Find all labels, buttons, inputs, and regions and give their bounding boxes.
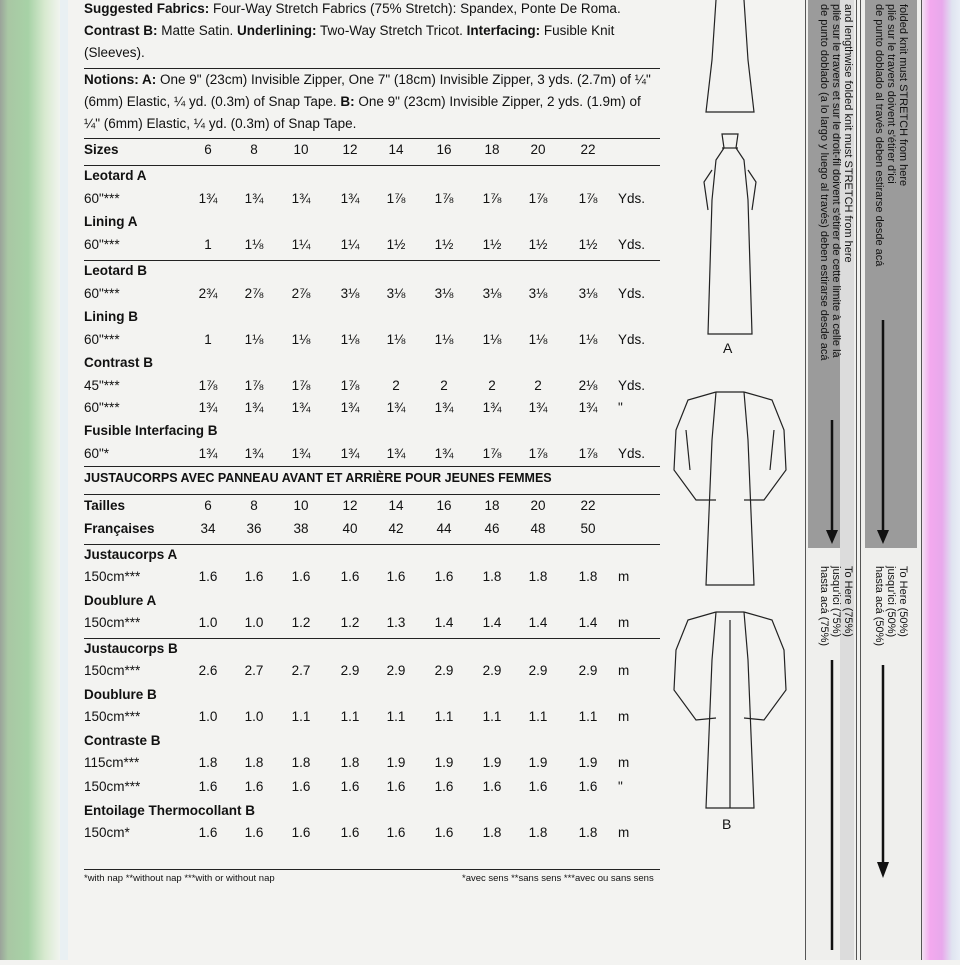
table-cell: 1.6 (386, 779, 406, 794)
stretch-50-to-here-3: hasta acá (50%) (873, 566, 885, 647)
us-section-title (84, 263, 674, 285)
table-cell: 1.9 (482, 755, 502, 770)
table-cell: 2.9 (578, 663, 598, 678)
table-cell: 2.9 (386, 663, 406, 678)
table-cell: 2 (534, 378, 542, 393)
table-cell: 1.8 (578, 569, 598, 584)
fr-section-title-label: Justaucorps B (84, 641, 178, 656)
table-cell: 2⅞ (291, 286, 311, 301)
table-cell: 1¾ (198, 446, 218, 461)
table-cell: 1.4 (578, 615, 598, 630)
fr-metric-row-label: 115cm*** (84, 755, 140, 770)
fr-metric-row (84, 755, 674, 777)
unit-label: Yds. (618, 191, 646, 206)
notions-a-text: One 9" (23cm) Invisible Zipper, One 7" (18cm) Invisible Zipper, 3 yds. (2.7m) of ¼" (6mm) Elastic, ¼ yd. (0.3m) of Snap Tape. (84, 72, 651, 109)
table-cell: 1½ (434, 237, 454, 252)
unit-label: m (618, 663, 630, 678)
table-cell: 1¾ (198, 191, 218, 206)
notions-b-label: B: (340, 94, 355, 109)
table-cell: 14 (388, 142, 404, 157)
table-cell: 1.6 (198, 825, 218, 840)
table-cell: 50 (580, 521, 596, 536)
table-cell: 6 (204, 142, 212, 157)
table-cell: 18 (484, 498, 500, 513)
tailles-header-row-label: Tailles (84, 498, 126, 513)
unit-label: m (618, 615, 630, 630)
us-yardage-row (84, 237, 674, 259)
table-cell: 2.9 (482, 663, 502, 678)
table-cell: 1⅞ (482, 446, 502, 461)
table-cell: 1¾ (291, 191, 311, 206)
scan-edge-left (0, 0, 60, 960)
table-cell: 12 (342, 142, 358, 157)
stretch-50-to-here-2: jusqu'ici (50%) (885, 566, 897, 638)
table-cell: 10 (293, 142, 309, 157)
suggested-fabrics-paragraph (84, 0, 660, 64)
rule-fr-header (84, 544, 660, 545)
table-cell: 2.9 (528, 663, 548, 678)
table-cell: 1⅛ (340, 332, 360, 347)
francaises-header-row-label: Françaises (84, 521, 155, 536)
table-cell: 1¼ (291, 237, 311, 252)
table-cell: 1.6 (482, 779, 502, 794)
table-cell: 1.6 (578, 779, 598, 794)
table-cell: 1.6 (198, 779, 218, 794)
unit-label: m (618, 755, 630, 770)
table-cell: 1½ (482, 237, 502, 252)
fr-metric-row (84, 779, 674, 801)
us-yardage-row (84, 400, 674, 422)
table-cell: 1.1 (386, 709, 406, 724)
table-cell: 20 (530, 498, 546, 513)
table-cell: 8 (250, 142, 258, 157)
table-cell: 1⅛ (578, 332, 598, 347)
stretch-75-line-3: de punto doblado (a lo largo y luego al través) deben estirarse desde acá (818, 4, 830, 361)
fr-section-title-label: Contraste B (84, 733, 161, 748)
fr-metric-row (84, 825, 674, 847)
table-cell: 18 (484, 142, 500, 157)
table-cell: 1.9 (434, 755, 454, 770)
table-cell: 16 (436, 142, 452, 157)
us-yardage-row-label: 60"*** (84, 286, 120, 301)
table-cell: 1.2 (340, 615, 360, 630)
sizes-header-row-label: Sizes (84, 142, 119, 157)
table-cell: 1.9 (528, 755, 548, 770)
fr-section-title-label: Justaucorps A (84, 547, 178, 562)
us-section-title (84, 214, 674, 236)
table-cell: 2.9 (434, 663, 454, 678)
table-cell: 1⅛ (291, 332, 311, 347)
notions-b-text: One 9" (23cm) Invisible Zipper, 2 yds. (1.9m) of ¼" (6mm) Elastic, ¼ yd. (0.3m) of Snap Tape. (84, 94, 641, 131)
table-cell: 2⅛ (578, 378, 598, 393)
table-cell: 14 (388, 498, 404, 513)
table-cell: 1⅞ (386, 191, 406, 206)
table-cell: 2.9 (340, 663, 360, 678)
table-cell: 1.6 (386, 569, 406, 584)
table-cell: 1.6 (244, 779, 264, 794)
table-cell: 1⅛ (244, 237, 264, 252)
table-cell: 1⅛ (482, 332, 502, 347)
stretch-75-line-1: and lengthwise folded knit must STRETCH from here (842, 4, 854, 263)
fr-section-title (84, 593, 674, 615)
table-cell: 1¾ (291, 400, 311, 415)
table-cell: 42 (388, 521, 404, 536)
us-yardage-row-label: 45"*** (84, 378, 120, 393)
table-cell: 1.8 (482, 825, 502, 840)
interfacing-label: Interfacing: (466, 23, 541, 38)
us-section-title (84, 168, 674, 190)
unit-label: m (618, 825, 630, 840)
table-cell: 44 (436, 521, 452, 536)
table-cell: 1⅞ (578, 446, 598, 461)
table-cell: 1.6 (434, 825, 454, 840)
table-cell: 1.6 (244, 569, 264, 584)
table-cell: 2.6 (198, 663, 218, 678)
contrast-b-text: Matte Satin. (157, 23, 238, 38)
table-cell: 1 (204, 332, 212, 347)
view-b-front-1 (706, 392, 754, 585)
garment-drawings (668, 0, 800, 960)
table-cell: 1.4 (482, 615, 502, 630)
table-cell: 1⅞ (198, 378, 218, 393)
table-cell: 1½ (386, 237, 406, 252)
fr-metric-row-label: 150cm*** (84, 779, 141, 794)
fr-metric-row-label: 150cm* (84, 825, 130, 840)
stretch-gauge-75 (805, 0, 857, 960)
fr-metric-row-label: 150cm*** (84, 709, 141, 724)
table-cell: 1⅛ (386, 332, 406, 347)
table-cell: 1.9 (386, 755, 406, 770)
table-cell: 1.8 (244, 755, 264, 770)
garment-illustrations (668, 0, 800, 960)
table-cell: 2 (488, 378, 496, 393)
us-yardage-row (84, 286, 674, 308)
us-yardage-row (84, 191, 674, 213)
table-cell: 1⅛ (244, 332, 264, 347)
stretch-gauge-50 (860, 0, 922, 960)
table-cell: 1.6 (434, 569, 454, 584)
underlining-label: Underlining: (237, 23, 317, 38)
table-cell: 22 (580, 498, 596, 513)
unit-label: m (618, 569, 630, 584)
french-section-heading: JUSTAUCORPS AVEC PANNEAU AVANT ET ARRIÈRE POUR JEUNES FEMMES (84, 471, 552, 485)
view-a-front (708, 134, 752, 334)
table-cell: 1.1 (482, 709, 502, 724)
underlining-text: Two-Way Stretch Tricot. (316, 23, 467, 38)
scan-edge-left-light (60, 0, 68, 960)
table-cell: 1.1 (528, 709, 548, 724)
table-cell: 1.8 (528, 569, 548, 584)
table-cell: 1.6 (340, 825, 360, 840)
suggested-fabrics-text: Four-Way Stretch Fabrics (75% Stretch): Spandex, Ponte De Roma. (209, 1, 621, 16)
us-section-title (84, 423, 674, 445)
fabric-notes (84, 0, 660, 64)
table-cell: 2 (392, 378, 400, 393)
table-cell: 1¾ (434, 400, 454, 415)
unit-label: Yds. (618, 332, 646, 347)
rule-us-bottom (84, 466, 660, 467)
us-section-title-label: Fusible Interfacing B (84, 423, 218, 438)
stretch-50-to-here-1: To Here (50%) (897, 566, 909, 637)
table-cell: 1⅛ (528, 332, 548, 347)
tailles-header-row (84, 498, 674, 520)
table-cell: 3⅛ (386, 286, 406, 301)
unit-label: " (618, 400, 623, 415)
table-cell: 1¾ (340, 191, 360, 206)
table-cell: 1⅞ (578, 191, 598, 206)
fr-section-title (84, 733, 674, 755)
fr-section-title (84, 687, 674, 709)
notions (84, 69, 660, 135)
table-cell: 1.4 (528, 615, 548, 630)
unit-label: Yds. (618, 378, 646, 393)
table-cell: 20 (530, 142, 546, 157)
table-cell: 40 (342, 521, 358, 536)
table-cell: 1.6 (291, 825, 311, 840)
table-cell: 3⅛ (528, 286, 548, 301)
view-a-label: A (723, 340, 733, 356)
stretch-75-to-here-2: jusqu'ici (75%) (830, 566, 842, 638)
us-section-title-label: Leotard B (84, 263, 148, 278)
table-cell: 1.0 (244, 709, 264, 724)
table-cell: 10 (293, 498, 309, 513)
table-cell: 1.8 (291, 755, 311, 770)
table-cell: 1.6 (244, 825, 264, 840)
rule-us-mid (84, 260, 660, 261)
fr-metric-row (84, 709, 674, 731)
notions-paragraph (84, 69, 660, 135)
table-cell: 1.8 (482, 569, 502, 584)
table-cell: 16 (436, 498, 452, 513)
table-cell: 1.0 (244, 615, 264, 630)
rule-us-top (84, 138, 660, 139)
footnote-english: *with nap **without nap ***with or without nap (84, 873, 275, 884)
fr-metric-row (84, 663, 674, 685)
table-cell: 8 (250, 498, 258, 513)
table-cell: 1¾ (340, 446, 360, 461)
table-cell: 1⅞ (482, 191, 502, 206)
table-cell: 1.6 (528, 779, 548, 794)
table-cell: 2⅞ (244, 286, 264, 301)
us-yardage-row (84, 332, 674, 354)
stretch-50-line-3: de punto doblado al través deben estirarse desde acá (873, 4, 885, 267)
rule-fr-bottom (84, 869, 660, 870)
unit-label: Yds. (618, 237, 646, 252)
us-section-title-label: Leotard A (84, 168, 147, 183)
table-cell: 1¾ (198, 400, 218, 415)
table-cell: 1¾ (578, 400, 598, 415)
rule-us-header (84, 165, 660, 166)
sizes-header-row (84, 142, 674, 164)
table-cell: 1.8 (528, 825, 548, 840)
table-cell: 3⅛ (340, 286, 360, 301)
table-cell: 2 (440, 378, 448, 393)
table-cell: 1⅛ (434, 332, 454, 347)
fr-section-title-label: Entoilage Thermocollant B (84, 803, 256, 818)
table-cell: 1.6 (340, 569, 360, 584)
table-cell: 1.6 (291, 779, 311, 794)
us-section-title-label: Contrast B (84, 355, 154, 370)
table-cell: 2.7 (291, 663, 311, 678)
table-cell: 1¾ (291, 446, 311, 461)
stretch-50-line-1: folded knit must STRETCH from here (897, 4, 909, 187)
table-cell: 48 (530, 521, 546, 536)
table-cell: 1.1 (578, 709, 598, 724)
unit-label: m (618, 709, 630, 724)
table-cell: 1⅞ (528, 191, 548, 206)
unit-label: " (618, 779, 623, 794)
fr-metric-row-label: 150cm*** (84, 569, 141, 584)
table-cell: 2¾ (198, 286, 218, 301)
table-cell: 1.0 (198, 615, 218, 630)
stretch-75-to-here-1: To Here (75%) (842, 566, 854, 637)
table-cell: 36 (246, 521, 262, 536)
table-cell: 1.6 (434, 779, 454, 794)
stretch-50-line-2: plié sur le travers doivent s'étirer d'ici (885, 4, 897, 184)
suggested-fabrics-label: Suggested Fabrics: (84, 1, 210, 16)
fr-section-title (84, 641, 674, 663)
table-cell: 1⅞ (291, 378, 311, 393)
us-yardage-row-label: 60"*** (84, 237, 120, 252)
table-cell: 1.8 (198, 755, 218, 770)
table-cell: 1.1 (291, 709, 311, 724)
view-top-partial (706, 0, 754, 112)
table-cell: 1.6 (340, 779, 360, 794)
table-cell: 1.6 (291, 569, 311, 584)
fr-metric-row-label: 150cm*** (84, 663, 141, 678)
stretch-50-arrows (861, 0, 921, 960)
table-cell: 1¾ (244, 191, 264, 206)
table-cell: 1⅞ (528, 446, 548, 461)
fr-section-title (84, 547, 674, 569)
table-cell: 1⅞ (434, 191, 454, 206)
us-yardage-row (84, 378, 674, 400)
table-cell: 1.6 (198, 569, 218, 584)
table-cell: 1¼ (340, 237, 360, 252)
table-cell: 1½ (578, 237, 598, 252)
footnote-french: *avec sens **sans sens ***avec ou sans sens (462, 873, 654, 884)
table-cell: 46 (484, 521, 500, 536)
table-cell: 1.8 (578, 825, 598, 840)
us-section-title (84, 309, 674, 331)
table-cell: 3⅛ (578, 286, 598, 301)
unit-label: Yds. (618, 446, 646, 461)
table-cell: 1¾ (434, 446, 454, 461)
table-cell: 1¾ (528, 400, 548, 415)
table-cell: 12 (342, 498, 358, 513)
fr-section-title-label: Doublure A (84, 593, 157, 608)
us-section-title-label: Lining A (84, 214, 138, 229)
table-cell: 1.9 (578, 755, 598, 770)
table-cell: 1.2 (291, 615, 311, 630)
contrast-b-label: Contrast B: (84, 23, 158, 38)
table-cell: 1¾ (244, 446, 264, 461)
table-cell: 1.8 (340, 755, 360, 770)
table-cell: 38 (293, 521, 309, 536)
table-cell: 1¾ (482, 400, 502, 415)
table-cell: 1.3 (386, 615, 406, 630)
us-yardage-row-label: 60"* (84, 446, 110, 461)
fr-section-title-label: Doublure B (84, 687, 157, 702)
table-cell: 1.1 (434, 709, 454, 724)
fr-metric-row (84, 615, 674, 637)
table-cell: 1⅞ (244, 378, 264, 393)
table-cell: 3⅛ (482, 286, 502, 301)
table-cell: 1⅞ (340, 378, 360, 393)
scan-edge-right (920, 0, 960, 960)
table-cell: 1.4 (434, 615, 454, 630)
table-cell: 1 (204, 237, 212, 252)
table-cell: 22 (580, 142, 596, 157)
rule-fr-mid (84, 638, 660, 639)
view-b-label: B (722, 816, 732, 832)
table-cell: 1½ (528, 237, 548, 252)
us-yardage-row (84, 446, 674, 468)
francaises-header-row (84, 521, 674, 543)
us-yardage-row-label: 60"*** (84, 332, 120, 347)
us-section-title (84, 355, 674, 377)
notions-label: Notions: A: (84, 72, 157, 87)
fr-metric-row-label: 150cm*** (84, 615, 141, 630)
stretch-75-line-2: plié sur le travers et sur le droit-fil doivent s'étirer de cette limite à celle là (830, 4, 842, 358)
fr-metric-row (84, 569, 674, 591)
fr-section-title (84, 803, 674, 825)
table-cell: 1.0 (198, 709, 218, 724)
table-cell: 1¾ (386, 400, 406, 415)
rule-fr-top (84, 494, 660, 495)
unit-label: Yds. (618, 286, 646, 301)
interfacing-text: Fusible Knit (Sleeves). (84, 23, 615, 60)
us-yardage-row-label: 60"*** (84, 191, 120, 206)
us-yardage-row-label: 60"*** (84, 400, 120, 415)
us-section-title-label: Lining B (84, 309, 138, 324)
table-cell: 1¾ (244, 400, 264, 415)
table-cell: 1¾ (386, 446, 406, 461)
table-cell: 1¾ (340, 400, 360, 415)
table-cell: 6 (204, 498, 212, 513)
table-cell: 2.7 (244, 663, 264, 678)
stretch-75-arrows (806, 0, 856, 960)
table-cell: 34 (200, 521, 216, 536)
table-cell: 1.6 (386, 825, 406, 840)
table-cell: 3⅛ (434, 286, 454, 301)
stretch-75-to-here-3: hasta acá (75%) (818, 566, 830, 647)
table-cell: 1.1 (340, 709, 360, 724)
